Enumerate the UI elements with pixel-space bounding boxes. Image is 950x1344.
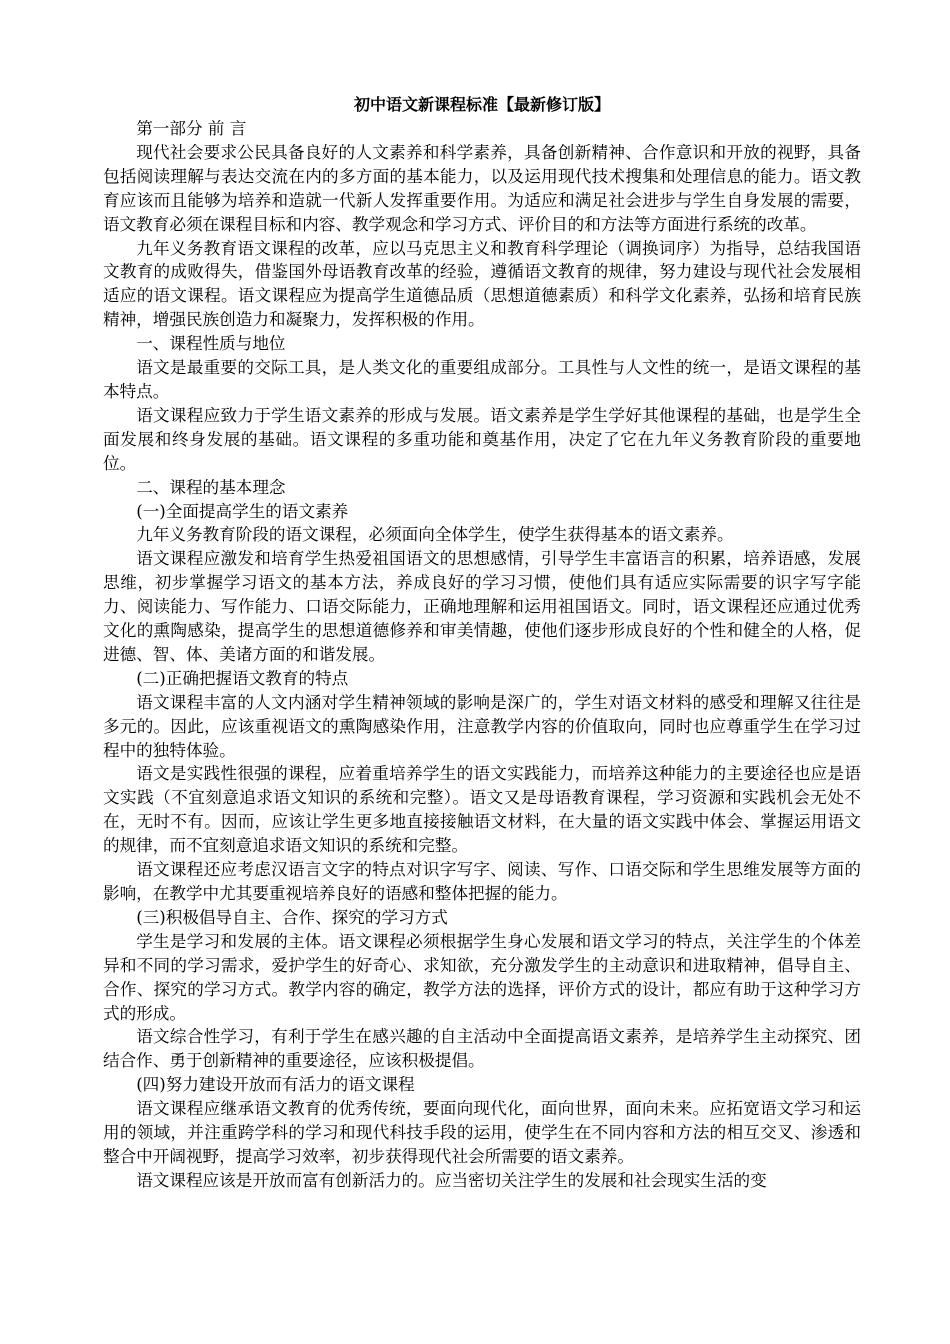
body-paragraph: 学生是学习和发展的主体。语文课程必须根据学生身心发展和语文学习的特点，关注学生的个体差异和不同的学习需求，爱护学生的好奇心、求知欲，充分激发学生的主动意识和进取精神，倡导自主、合作、探究的学习方式。教学内容的确定，教学方法的选择，评价方式的设计，都应有助于这种学习方式的形成。 [103, 931, 861, 1023]
body-paragraph: 语文综合性学习，有利于学生在感兴趣的自主活动中全面提高语文素养，是培养学生主动探究、团结合作、勇于创新精神的重要途径，应该积极提倡。 [103, 1027, 861, 1071]
body-paragraph: 语文是实践性很强的课程，应着重培养学生的语文实践能力，而培养这种能力的主要途径也应是语文实践（不宜刻意追求语文知识的系统和完整）。语文又是母语教育课程，学习资源和实践机会无处不在，无时不有。因而，应该让学生更多地直接接触语文材料，在大量的语文实践中体会、掌握运用语文的规律，而不宜刻意追求语文知识的系统和完整。 [103, 764, 861, 856]
body-paragraph: 九年义务教育阶段的语文课程，必须面向全体学生，使学生获得基本的语文素养。 [136, 525, 734, 545]
body-paragraph: 语文是最重要的交际工具，是人类文化的重要组成部分。工具性与人文性的统一，是语文课程的基本特点。 [103, 358, 861, 401]
section-heading: (三)积极倡导自主、合作、探究的学习方式 [136, 907, 448, 927]
document-body [103, 93, 861, 1193]
document-title: 初中语文新课程标准【最新修订版】 [353, 95, 610, 114]
section-heading: (四)努力建设开放而有活力的语文课程 [136, 1075, 415, 1095]
body-paragraph: 语文课程丰富的人文内涵对学生精神领域的影响是深广的，学生对语文材料的感受和理解又往往是多元的。因此，应该重视语文的熏陶感染作用，注意教学内容的价值取向，同时也应尊重学生在学习过程中的独特体验。 [103, 692, 861, 760]
body-paragraph: 现代社会要求公民具备良好的人文素养和科学素养，具备创新精神、合作意识和开放的视野，具备包括阅读理解与表达交流在内的多方面的基本能力，以及运用现代技术搜集和处理信息的能力。语文教育应该而且能够为培养和造就一代新人发挥重要作用。为适应和满足社会进步与学生自身发展的需要，语文教育必须在课程目标和内容、教学观念和学习方式、评价目的和方法等方面进行系统的改革。 [103, 142, 861, 234]
paragraph-list [103, 117, 861, 1193]
body-paragraph: 语文课程应激发和培育学生热爱祖国语文的思想感情，引导学生丰富语言的积累，培养语感，发展思维，初步掌握学习语文的基本方法，养成良好的学习习惯，使他们具有适应实际需要的识字写字能力、阅读能力、写作能力、口语交际能力，正确地理解和运用祖国语文。同时，语文课程还应通过优秀文化的熏陶感染，提高学生的思想道德修养和审美情趣，使他们逐步形成良好的个性和健全的人格，促进德、智、体、美诸方面的和谐发展。 [103, 549, 861, 664]
body-paragraph: 语文课程应继承语文教育的优秀传统，要面向现代化，面向世界，面向未来。应拓宽语文学习和运用的领域，并注重跨学科的学习和现代科技手段的运用，使学生在不同内容和方法的相互交叉、渗透和整合中开阔视野，提高学习效率，初步获得现代社会所需要的语文素养。 [103, 1099, 861, 1166]
section-heading: 二、课程的基本理念 [136, 477, 286, 497]
body-paragraph: 九年义务教育语文课程的改革，应以马克思主义和教育科学理论（调换词序）为指导，总结我国语文教育的成败得失，借鉴国外母语教育改革的经验，遵循语文教育的规律，努力建设与现代社会发展相适应的语文课程。语文课程应为提高学生道德品质（思想道德素质）和科学文化素养，弘扬和培育民族精神，增强民族创造力和凝聚力，发挥积极的作用。 [103, 238, 861, 330]
body-paragraph: 语文课程应该是开放而富有创新活力的。应当密切关注学生的发展和社会现实生活的变 [136, 1170, 767, 1190]
body-paragraph: 语文课程应致力于学生语文素养的形成与发展。语文素养是学生学好其他课程的基础，也是学生全面发展和终身发展的基础。语文课程的多重功能和奠基作用，决定了它在九年义务教育阶段的重要地位。 [103, 405, 861, 473]
section-heading: 第一部分 前 言 [136, 119, 247, 138]
body-paragraph: 语文课程还应考虑汉语言文字的特点对识字写字、阅读、写作、口语交际和学生思维发展等方面的影响，在教学中尤其要重视培养良好的语感和整体把握的能力。 [103, 860, 861, 903]
section-heading: 一、课程性质与地位 [136, 334, 286, 354]
section-heading: (二)正确把握语文教育的特点 [136, 668, 349, 688]
section-heading: (一)全面提高学生的语文素养 [136, 501, 349, 521]
